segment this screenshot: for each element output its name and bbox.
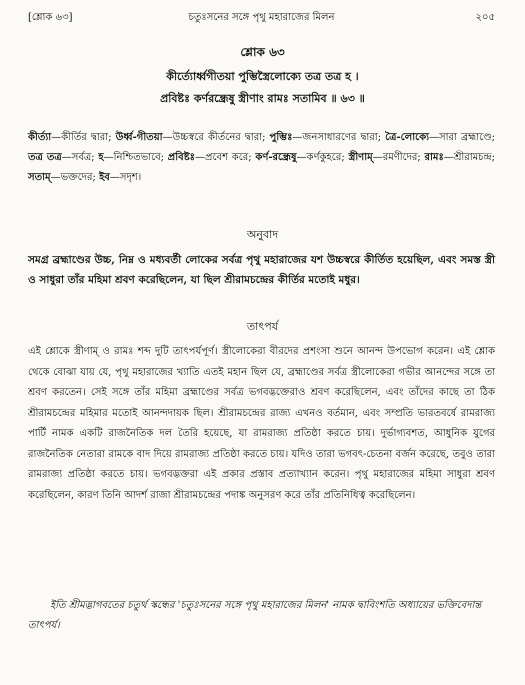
verse-line: কীর্ত্যোর্ধ্বগীতয়া পুম্ভিস্ত্রৈলোক্যে তত্র তত্র হ । <box>166 70 359 83</box>
synonym-word: কর্ণ-রন্ধ্রেষু <box>255 152 297 163</box>
synonym-word: ত্রৈ-লোক্যে <box>385 132 430 143</box>
synonym-meaning: সদৃশ। <box>119 172 142 183</box>
purport-heading: তাৎপর্য <box>246 320 279 333</box>
synonym-word: উর্ধ্ব-গীতয়া <box>115 132 163 143</box>
synonym-meaning: সর্বত্র; <box>71 152 95 163</box>
synonym-word: তত্র তত্র <box>28 152 62 163</box>
synonym-word: পুম্ভিঃ <box>269 132 293 143</box>
synonym-word: ইব <box>99 172 110 183</box>
synonym-word: কীর্ত্যা <box>28 132 52 143</box>
translation-heading: অনুবাদ <box>246 228 279 241</box>
synonym-meaning: উচ্চস্বরে কীর্তনের দ্বারা; <box>172 132 266 143</box>
synonym-meaning: রমণীদের; <box>382 152 421 163</box>
synonym-word: স্ত্রীণাম্ <box>348 152 373 163</box>
purport-text <box>28 342 495 506</box>
synonym-meaning: প্রবেশ করে; <box>205 152 252 163</box>
synonym-meaning: শ্রীরামচন্দ্র; <box>453 152 496 163</box>
synonym-meaning: নিশ্চিতভাবে; <box>113 152 165 163</box>
translation-text: সমগ্র ব্রহ্মাণ্ডের উচ্চ, নিম্ন ও মধ্যবর্তী লোকের সর্বত্র পৃথু মহারাজের যশ উচ্চস্বরে কীর্তিত হয়েছিল, এবং সমস্ত স্ত্রী ও সাধুরা তাঁর মহিমা শ্রবণ করেছিলেন, যা ছিল শ্রীরামচন্দ্রের কীর্তির মতোই মধুর। <box>28 254 495 286</box>
page-number: ২০৫ <box>475 12 495 23</box>
header-chapter-title: চতুঃসনের সঙ্গে পৃথু মহারাজের মিলন <box>188 12 335 23</box>
word-for-word-synonyms: কীর্ত্যা—কীর্তির দ্বারা; উর্ধ্ব-গীতয়া—উচ্চস্বরে কীর্তনের দ্বারা; পুম্ভিঃ—জনসাধারণের দ্বারা; ত্রৈ-লোক্যে—সারা ব্রহ্মাণ্ডে; তত্র তত্র—সর্বত্র; হ—নিশ্চিতভাবে; প্রবিষ্টঃ—প্রবেশ করে; কর্ণ-রন্ধ্রেষু—কর্ণকুহরে; স্ত্রীণাম্—রমণীদের; রামঃ—শ্রীরামচন্দ্র; সতাম্—ভক্তদের; ইব—সদৃশ। <box>28 132 496 183</box>
synonym-word: রামঃ <box>424 152 444 163</box>
synonym-meaning: জনসাধারণের দ্বারা; <box>302 132 382 143</box>
synonym-meaning: সারা ব্রহ্মাণ্ডে; <box>439 132 495 143</box>
verse-line: প্রবিষ্টঃ কর্ণরন্ধ্রেষু স্ত্রীণাং রামঃ সতামিব ॥ ৬৩ ॥ <box>160 92 365 105</box>
chapter-colophon: ইতি শ্রীমদ্ভাগবতের চতুর্থ স্কন্ধের 'চতুঃসনের সঙ্গে পৃথু মহারাজের মিলন' নামক দ্বাবিংশতি অধ্যায়ের ভক্তিবেদান্ত তাৎপর্য। <box>28 600 482 631</box>
running-header <box>28 10 495 28</box>
header-verse-ref: [শ্লোক ৬৩] <box>28 12 73 23</box>
synonym-meaning: কীর্তির দ্বারা; <box>61 132 112 143</box>
synonym-meaning: কর্ণকুহরে; <box>306 152 345 163</box>
synonym-meaning: ভক্তদের; <box>60 172 96 183</box>
synonym-word: হ <box>98 152 104 163</box>
verse-number: শ্লোক ৬৩ <box>240 45 285 59</box>
sanskrit-verse <box>40 66 485 110</box>
synonym-word: সতাম্ <box>28 172 51 183</box>
purport-paragraph: এই শ্লোকে স্ত্রীণাম্ ও রামঃ শব্দ দুটি তাৎপর্যপূর্ণ। স্ত্রীলোকেরা বীরদের প্রশংসা শুনে আনন্দ উপভোগ করেন। এই শ্লোক থেকে বোঝা যায় যে, পৃথু মহারাজের খ্যাতি এতই মহান ছিল যে, ব্রহ্মাণ্ডের সর্বত্র স্ত্রীলোকেরা গভীর আনন্দের সঙ্গে তা শ্রবণ করতেন। সেই সঙ্গে তাঁর মহিমা ব্রহ্মাণ্ডের সর্বত্র ভগবদ্ভক্তেরাও শ্রবণ করেছিলেন, এবং তাঁদের কাছে তা ঠিক শ্রীরামচন্দ্রের মহিমার মতোই আনন্দদায়ক ছিল। শ্রীরামচন্দ্রের রাজ্য এখনও বর্তমান, এবং সম্প্রতি ভারতবর্ষে রামরাজ্য পার্টি নামক একটি রাজনৈতিক দল তৈরি হয়েছে, যা রামরাজ্য প্রতিষ্ঠা করতে চায়। দুর্ভাগ্যবশত, আধুনিক যুগের রাজনৈতিক নেতারা রামকে বাদ দিয়ে রামরাজ্য প্রতিষ্ঠা করতে চায়। যদিও তারা ভগবৎ-চেতনা বর্জন করেছে, তবুও তারা রামরাজ্য প্রতিষ্ঠা করতে চায়। ভগবদ্ভক্তরা এই প্রকার প্রস্তাব প্রত্যাখ্যান করেন। পৃথু মহারাজের মহিমা সাধুরা শ্রবণ করেছিলেন, কারণ তিনি আদর্শ রাজা শ্রীরামচন্দ্রের পদাঙ্ক অনুসরণ করে তাঁর প্রতিনিধিত্ব করেছিলেন। <box>28 346 495 501</box>
synonym-word: প্রবিষ্টঃ <box>167 152 196 163</box>
